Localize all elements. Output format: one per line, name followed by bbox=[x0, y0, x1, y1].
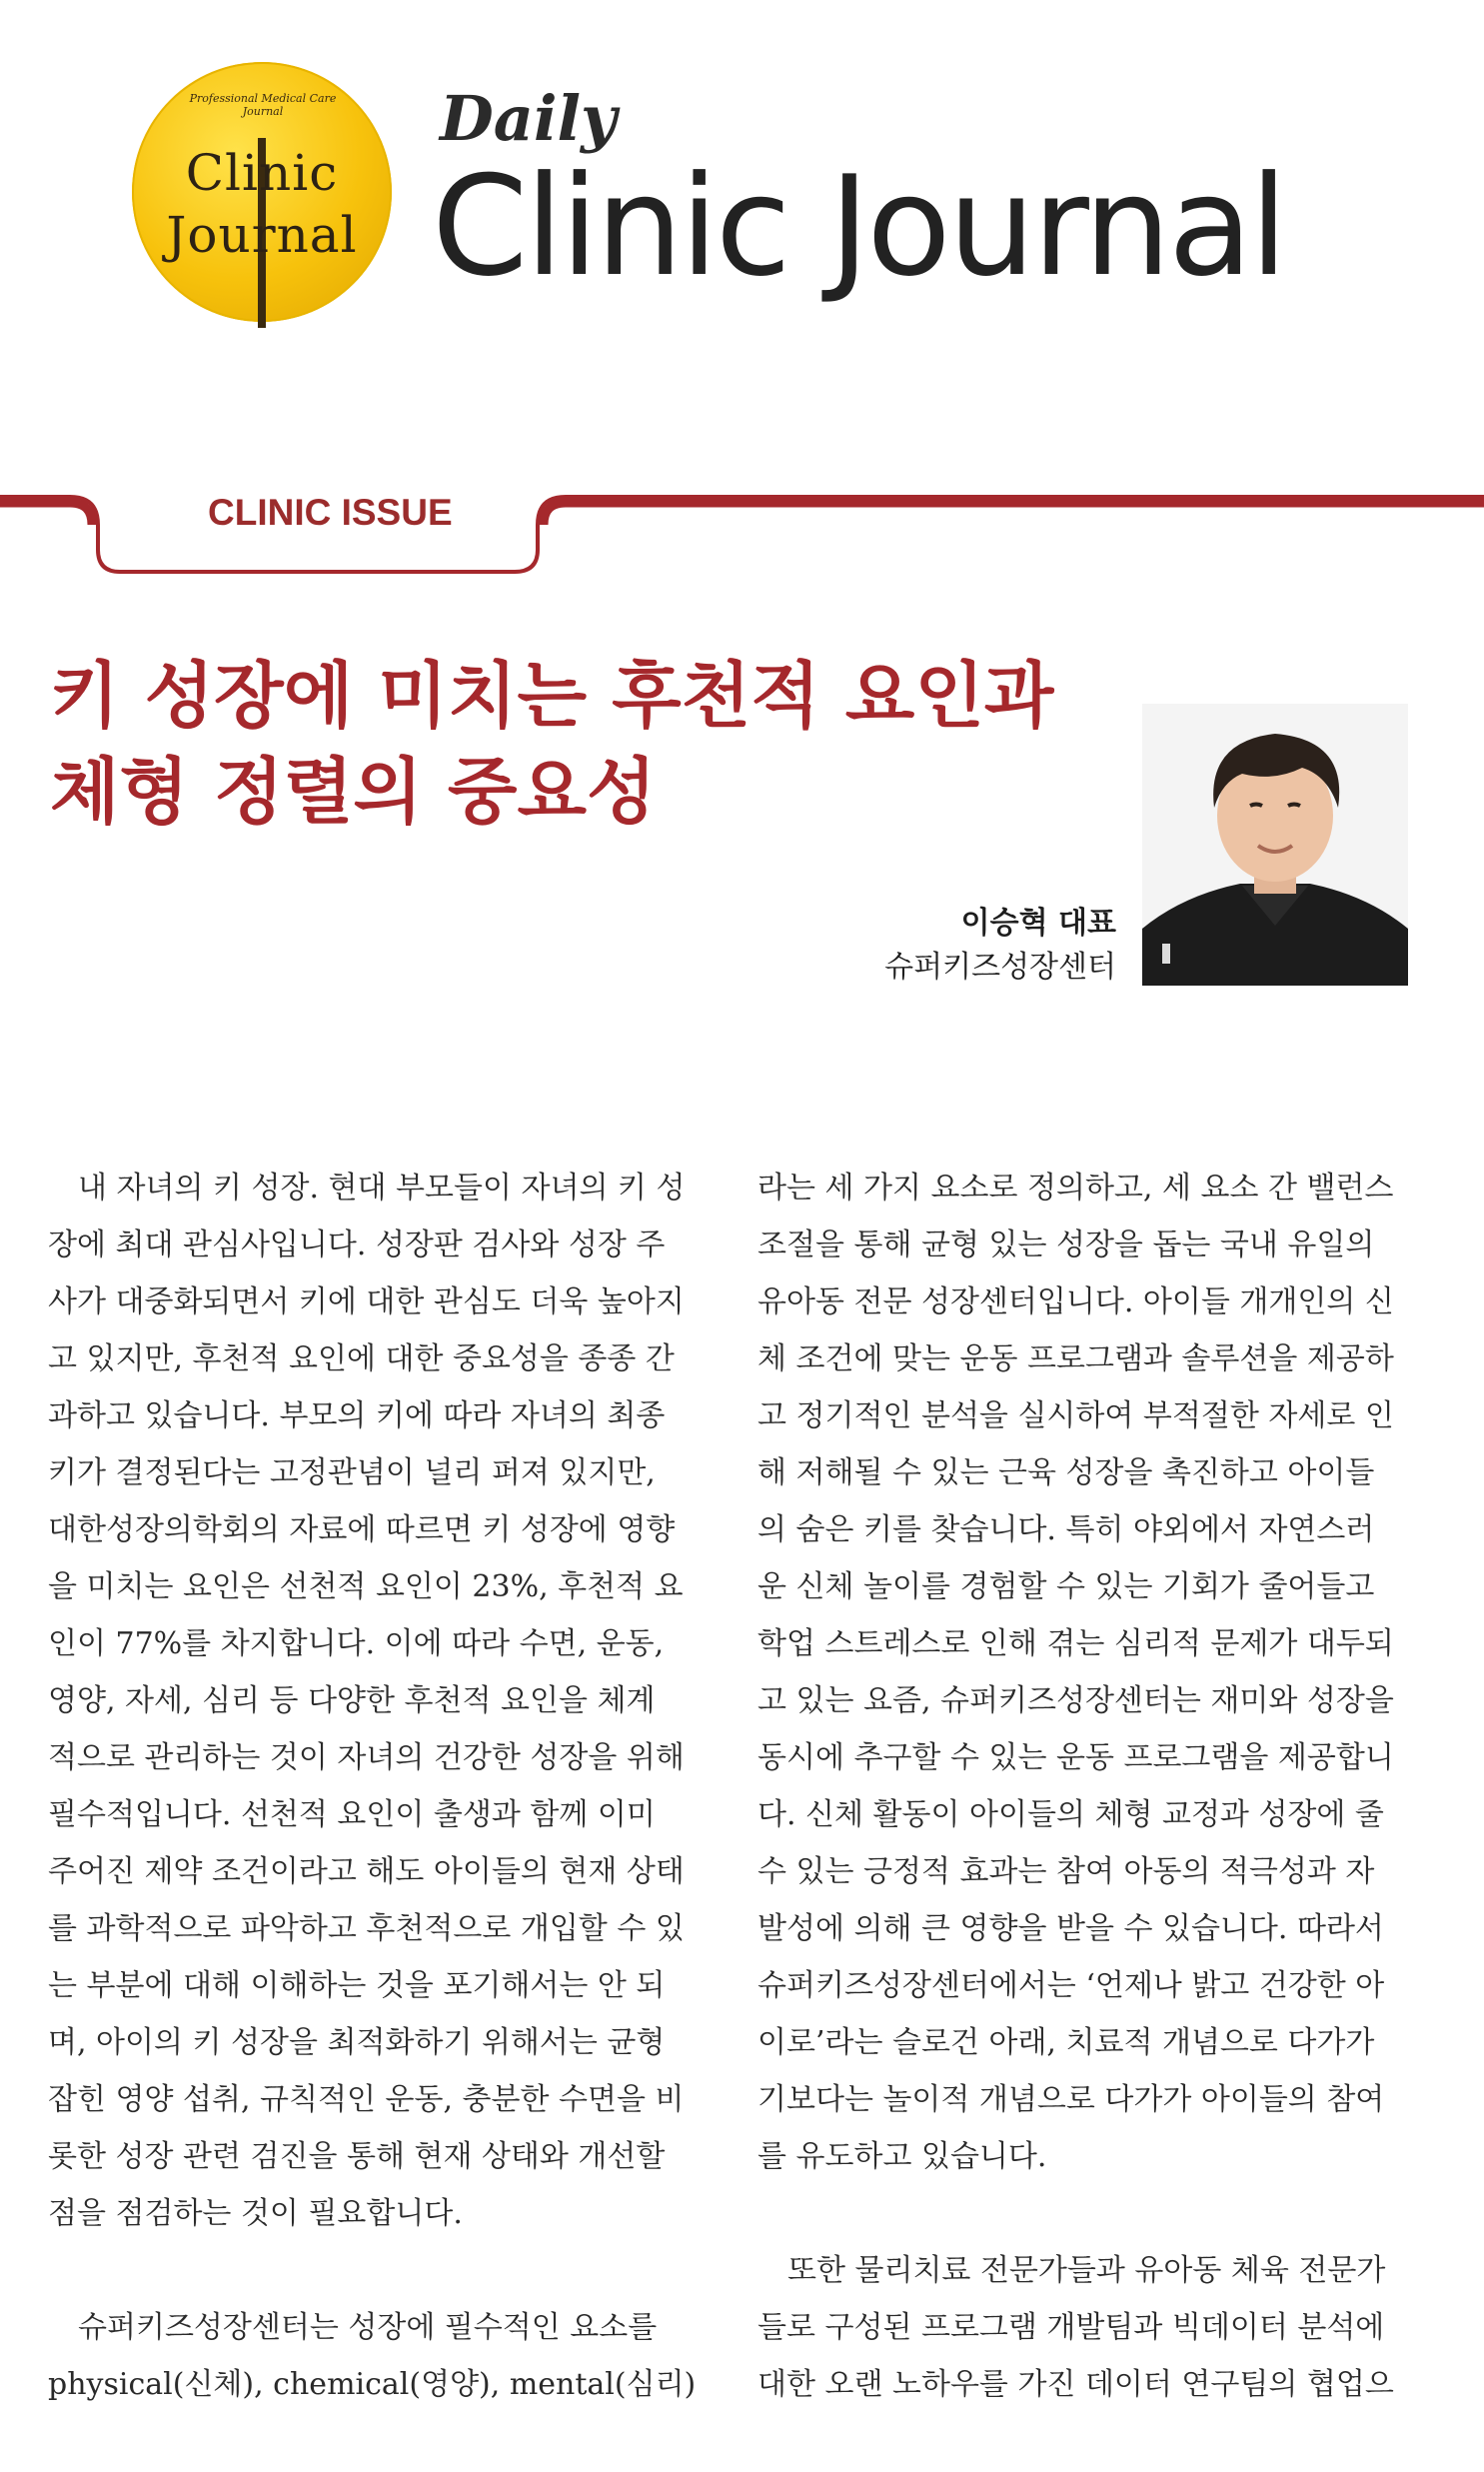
body-text-line: 운 신체 놀이를 경험할 수 있는 기회가 줄어들고 bbox=[757, 1569, 1375, 1604]
logo-word-journal: Journal bbox=[166, 206, 358, 264]
body-text-line: 발성에 의해 큰 영향을 받을 수 있습니다. 따라서 bbox=[757, 1911, 1384, 1946]
article-body-left-column bbox=[48, 1160, 708, 2413]
body-text-line: physical(신체), chemical(영양), mental(심리) bbox=[48, 2367, 697, 2402]
body-text-line: 고 있는 요즘, 슈퍼키즈성장센터는 재미와 성장을 bbox=[757, 1683, 1394, 1718]
body-text-line: 대한 오랜 노하우를 가진 데이터 연구팀의 협업으 bbox=[757, 2367, 1394, 2402]
author-name: 이승혁 대표 bbox=[960, 906, 1116, 941]
body-text-line: 동시에 추구할 수 있는 운동 프로그램을 제공합니 bbox=[757, 1740, 1394, 1775]
article-title-line-1: 키 성장에 미치는 후천적 요인과 bbox=[50, 654, 1054, 738]
body-text-line: 의 숨은 키를 찾습니다. 특히 야외에서 자연스러 bbox=[757, 1512, 1375, 1547]
author-organization: 슈퍼키즈성장센터 bbox=[884, 950, 1116, 985]
body-text-line bbox=[48, 2242, 708, 2299]
body-text-line: 내 자녀의 키 성장. 현대 부모들이 자녀의 키 성 bbox=[48, 1171, 686, 1206]
body-text-line: 사가 대중화되면서 키에 대한 관심도 더욱 높아지 bbox=[48, 1284, 685, 1319]
brand-daily: Daily bbox=[440, 82, 618, 155]
body-text-line: 라는 세 가지 요소로 정의하고, 세 요소 간 밸런스 bbox=[757, 1171, 1394, 1206]
body-text-line: 고 정기적인 분석을 실시하여 부적절한 자세로 인 bbox=[757, 1398, 1394, 1433]
body-text-line: 잡힌 영양 섭취, 규칙적인 운동, 충분한 수면을 비 bbox=[48, 2082, 685, 2117]
body-text-line: 수 있는 긍정적 효과는 참여 아동의 적극성과 자 bbox=[757, 1854, 1375, 1889]
body-text-line: 슈퍼키즈성장센터에서는 ‘언제나 밝고 건강한 아 bbox=[757, 1968, 1385, 2003]
body-text-line: 고 있지만, 후천적 요인에 대한 중요성을 종종 간 bbox=[48, 1341, 675, 1376]
body-text-line: 체 조건에 맞는 운동 프로그램과 솔루션을 제공하 bbox=[757, 1341, 1394, 1376]
body-text-line: 적으로 관리하는 것이 자녀의 건강한 성장을 위해 bbox=[48, 1740, 685, 1775]
body-text-line: 를 과학적으로 파악하고 후천적으로 개입할 수 있 bbox=[48, 1911, 685, 1946]
body-text-line: 기보다는 놀이적 개념으로 다가가 아이들의 참여 bbox=[757, 2082, 1385, 2117]
body-text-line: 영양, 자세, 심리 등 다양한 후천적 요인을 체계 bbox=[48, 1683, 656, 1718]
body-text-line: 대한성장의학회의 자료에 따르면 키 성장에 영향 bbox=[48, 1512, 676, 1547]
body-text-line: 이로’라는 슬로건 아래, 치료적 개념으로 다가가 bbox=[757, 2025, 1375, 2060]
author-photo bbox=[1142, 704, 1408, 986]
body-text-line: 를 유도하고 있습니다. bbox=[757, 2139, 1047, 2174]
section-label: CLINIC ISSUE bbox=[208, 492, 453, 533]
body-text-line: 또한 물리치료 전문가들과 유아동 체육 전문가 bbox=[757, 2253, 1386, 2288]
article-title-line-2: 체형 정렬의 중요성 bbox=[50, 750, 657, 834]
body-text-line: 들로 구성된 프로그램 개발팀과 빅데이터 분석에 bbox=[757, 2310, 1385, 2345]
body-text-line: 학업 스트레스로 인해 겪는 심리적 문제가 대두되 bbox=[757, 1626, 1394, 1661]
article-body-right-column bbox=[757, 1160, 1417, 2413]
body-text-line: 며, 아이의 키 성장을 최적화하기 위해서는 균형 bbox=[48, 2025, 666, 2060]
body-text-line: 을 미치는 요인은 선천적 요인이 23%, 후천적 요 bbox=[48, 1569, 684, 1604]
body-text-line: 슈퍼키즈성장센터는 성장에 필수적인 요소를 bbox=[48, 2310, 658, 2345]
body-text-line: 다. 신체 활동이 아이들의 체형 교정과 성장에 줄 bbox=[757, 1797, 1384, 1832]
body-text-line: 해 저해될 수 있는 근육 성장을 촉진하고 아이들 bbox=[757, 1455, 1375, 1490]
body-text-line: 과하고 있습니다. 부모의 키에 따라 자녀의 최종 bbox=[48, 1398, 666, 1433]
body-text-line: 주어진 제약 조건이라고 해도 아이들의 현재 상태 bbox=[48, 1854, 685, 1889]
body-text-line: 키가 결정된다는 고정관념이 널리 퍼져 있지만, bbox=[48, 1455, 656, 1490]
author-block bbox=[884, 902, 1116, 990]
logo-word-clinic: Clinic bbox=[185, 144, 339, 202]
article-title bbox=[50, 648, 1129, 840]
body-text-line: 인이 77%를 차지합니다. 이에 따라 수면, 운동, bbox=[48, 1626, 665, 1661]
body-text-line: 필수적입니다. 선천적 요인이 출생과 함께 이미 bbox=[48, 1797, 656, 1832]
body-text-line: 롯한 성장 관련 검진을 통해 현재 상태와 개선할 bbox=[48, 2139, 666, 2174]
brand-name: Clinic Journal bbox=[432, 146, 1285, 307]
body-text-line: 장에 최대 관심사입니다. 성장판 검사와 성장 주 bbox=[48, 1228, 666, 1262]
logo-tagline: Professional Medical Care Journal bbox=[189, 92, 337, 118]
body-text-line: 점을 점검하는 것이 필요합니다. bbox=[48, 2196, 463, 2231]
body-text-line: 조절을 통해 균형 있는 성장을 돕는 국내 유일의 bbox=[757, 1228, 1375, 1262]
body-text-line: 유아동 전문 성장센터입니다. 아이들 개개인의 신 bbox=[757, 1284, 1394, 1319]
clinic-journal-logo bbox=[132, 62, 392, 322]
body-text-line: 는 부분에 대해 이해하는 것을 포기해서는 안 되 bbox=[48, 1968, 666, 2003]
body-text-line bbox=[757, 2185, 1417, 2242]
